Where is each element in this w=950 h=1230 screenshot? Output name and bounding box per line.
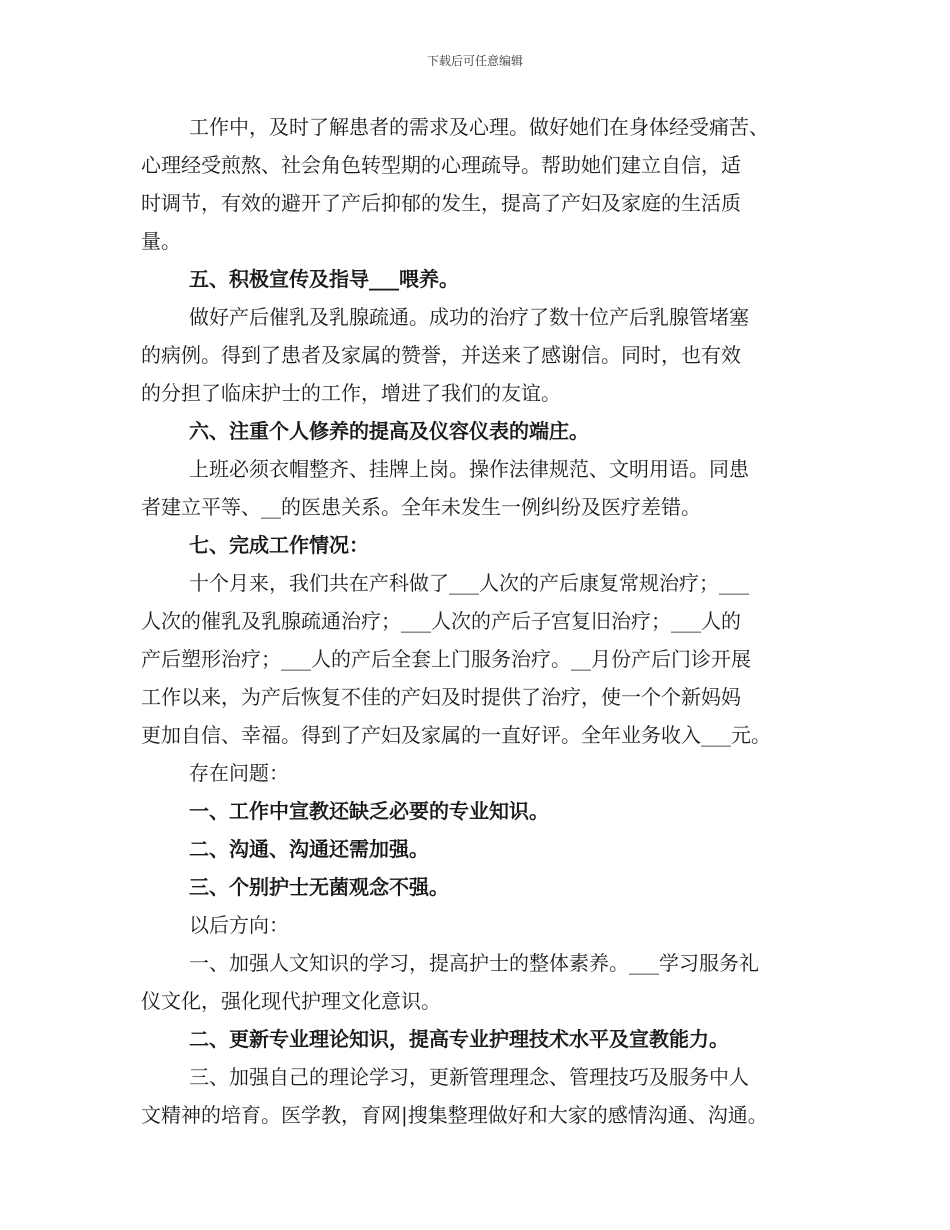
body-text-line: 人次的催乳及乳腺疏通治疗；___人次的产后子宫复旧治疗；___人的 — [141, 609, 741, 633]
body-text-line: 的病例。得到了患者及家属的赞誉，并送来了感谢信。同时，也有效 — [141, 343, 741, 367]
section-heading-line: 三、个别护士无菌观念不强。 — [189, 875, 449, 899]
section-heading-line: 七、完成工作情况： — [189, 533, 369, 557]
section-heading-line: 二、沟通、沟通还需加强。 — [189, 837, 429, 861]
body-text-line: 三、加强自己的理论学习，更新管理理念、管理技巧及服务中人 — [189, 1065, 749, 1089]
body-text-line: 文精神的培育。医学教，育网|搜集整理做好和大家的感情沟通、沟通。 — [141, 1103, 768, 1127]
body-text-line: 上班必须衣帽整齐、挂牌上岗。操作法律规范、文明用语。同患 — [189, 457, 749, 481]
section-heading-line: 二、更新专业理论知识，提高专业护理技术水平及宣教能力。 — [189, 1027, 729, 1051]
body-text-line: 心理经受煎熬、社会角色转型期的心理疏导。帮助她们建立自信，适 — [141, 153, 741, 177]
section-heading-line: 五、积极宣传及指导___喂养。 — [189, 267, 459, 291]
body-text-line: 以后方向： — [189, 913, 289, 937]
page-header: 下载后可任意编辑 — [426, 54, 523, 68]
section-heading-line: 一、工作中宣教还缺乏必要的专业知识。 — [189, 799, 549, 823]
body-text-line: 时调节，有效的避开了产后抑郁的发生，提高了产妇及家庭的生活质 — [141, 191, 741, 215]
body-text-line: 更加自信、幸福。得到了产妇及家属的一直好评。全年业务收入___元。 — [141, 723, 771, 747]
body-text-line: 工作中，及时了解患者的需求及心理。做好她们在身体经受痛苦、 — [189, 115, 769, 139]
document-body — [141, 108, 821, 1134]
body-text-line: 做好产后催乳及乳腺疏通。成功的治疗了数十位产后乳腺管堵塞 — [189, 305, 749, 329]
body-text-line: 一、加强人文知识的学习，提高护士的整体素养。___学习服务礼 — [189, 951, 759, 975]
body-text-line: 存在问题： — [189, 761, 289, 785]
body-text-line: 产后塑形治疗；___人的产后全套上门服务治疗。__月份产后门诊开展 — [141, 647, 751, 671]
body-text-line: 仪文化，强化现代护理文化意识。 — [141, 989, 441, 1013]
body-text-line: 工作以来，为产后恢复不佳的产妇及时提供了治疗，使一个个新妈妈 — [141, 685, 741, 709]
body-text-line: 量。 — [141, 229, 181, 253]
body-text-line: 的分担了临床护士的工作，增进了我们的友谊。 — [141, 381, 561, 405]
section-heading-line: 六、注重个人修养的提高及仪容仪表的端庄。 — [189, 419, 589, 443]
body-text-line: 十个月来，我们共在产科做了___人次的产后康复常规治疗；___ — [189, 571, 749, 595]
body-text-line: 者建立平等、__的医患关系。全年未发生一例纠纷及医疗差错。 — [141, 495, 701, 519]
